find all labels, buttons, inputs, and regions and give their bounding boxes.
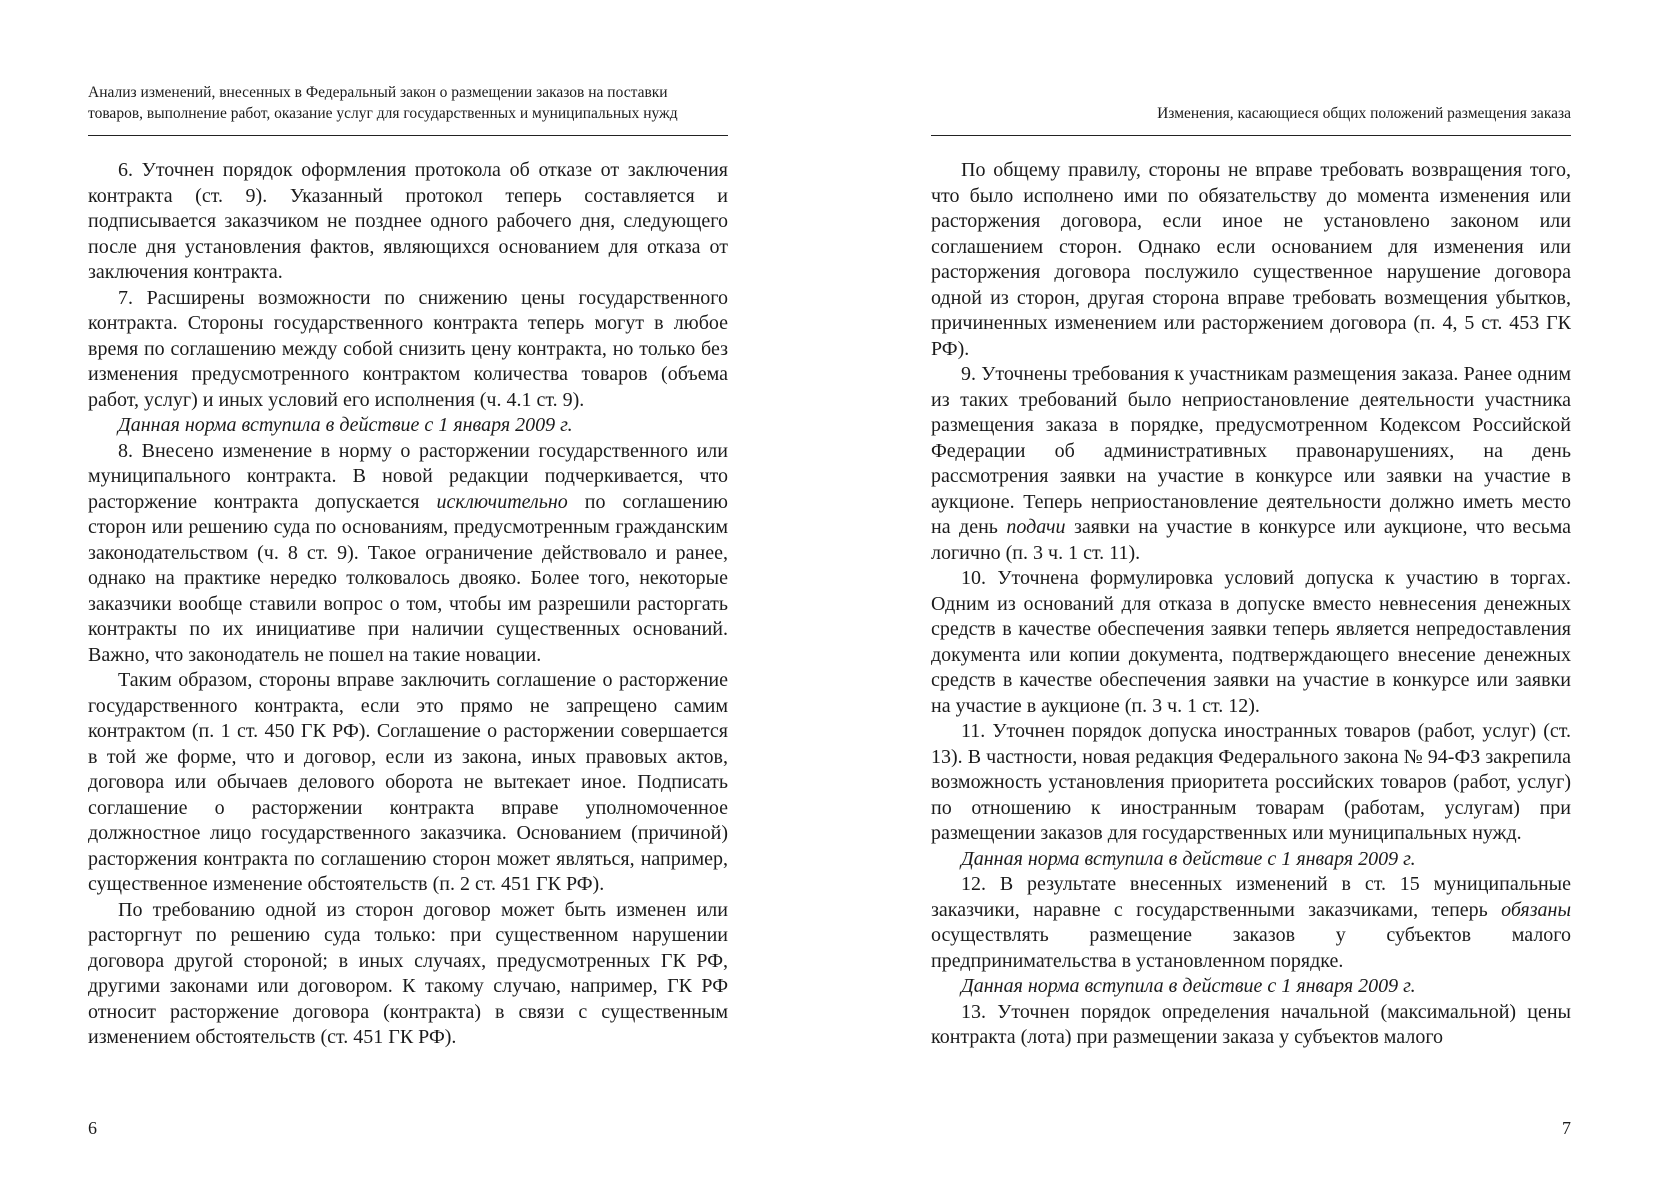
left-page xyxy=(88,0,728,1199)
paragraph: По требованию одной из сторон договор может быть изменен или расторгнут по решению суда только: при существенном нарушении договора другой стороной; в иных случаях, предусмотренных ГК РФ, другими законами или договором. К такому случаю, например, ГК РФ относит расторжение договора (контракта) в связи с существенным изменением обстоятельств (ст. 451 ГК РФ). xyxy=(88,898,728,1048)
effective-date-note: Данная норма вступила в действие с 1 января 2009 г. xyxy=(961,847,1416,870)
running-head-line: товаров, выполнение работ, оказание услуг для государственных и муниципальных нужд xyxy=(88,105,678,122)
page-number: 7 xyxy=(1562,1118,1571,1138)
emphasis: подачи xyxy=(1006,516,1066,538)
paragraph xyxy=(931,362,1571,566)
running-head: Изменения, касающиеся общих положений размещения заказа xyxy=(1157,105,1571,122)
text-run: 9. Уточнены требования к участникам размещения заказа. Ранее одним из таких требований было неприостановление деятельности участника размещения заказа в порядке, предусмотренном Кодексом Российской Федерации об административных правонарушениях, на день рассмотрения заявки на участие в конкурсе или заявки на участие в аукционе. Теперь неприостановление деятельности должно иметь место на день xyxy=(931,363,1571,538)
effective-date-note: Данная норма вступила в действие с 1 января 2009 г. xyxy=(961,975,1416,997)
text-run: заявки на участие в конкурсе или аукционе, что весьма логично (п. 3 ч. 1 ст. 11). xyxy=(931,516,1571,564)
paragraph: По общему правилу, стороны не вправе требовать возвращения того, что было исполнено ими по обязательству до момента изменения или расторжения договора, если иное не установлено законом или соглашением сторон. Однако если основанием для изменения или расторжения договора послужило существенное нарушение договора одной из сторон, другая сторона вправе требовать возмещения убытков, причиненных изменением или расторжением договора (п. 4, 5 ст. 453 ГК РФ). xyxy=(931,159,1571,360)
text-run: осуществлять размещение заказов у субъектов малого предпринимательства в установленном порядке. xyxy=(931,924,1571,972)
page-number: 6 xyxy=(88,1118,97,1138)
emphasis: обязаны xyxy=(1501,898,1571,921)
body-text xyxy=(88,158,728,1051)
paragraph: 6. Уточнен порядок оформления протокола об отказе от заключения контракта (ст. 9). Указанный протокол теперь составляется и подписывается заказчиком не позднее одного рабочего дня, следующего после дня установления фактов, являющихся основанием для отказа от заключения контракта. xyxy=(88,159,728,283)
text-run: по соглашению сторон или решению суда по основаниям, предусмотренным гражданским законодательством (ч. 8 ст. 9). Такое ограничение действовало и ранее, однако на практике нередко толковалось двояко. Более того, некоторые заказчики вообще ставили вопрос о том, чтобы им разрешили расторгать контракты по их инициативе при наличии существенных оснований. Важно, что законодатель не пошел на такие новации. xyxy=(88,490,728,666)
paragraph xyxy=(88,439,728,669)
text-run: 8. Внесено изменение в норму о расторжении государственного или муниципального контракта. В новой редакции подчеркивается, что расторжение контракта допускается xyxy=(88,439,728,513)
effective-date-note: Данная норма вступила в действие с 1 января 2009 г. xyxy=(118,414,573,436)
header-rule xyxy=(931,135,1571,136)
emphasis: исключительно xyxy=(436,490,568,513)
right-page xyxy=(931,0,1571,1199)
paragraph xyxy=(931,872,1571,974)
paragraph: 10. Уточнена формулировка условий допуска к участию в торгах. Одним из оснований для отказа в допуске вместо невнесения денежных средств в качестве обеспечения заявки теперь является непредоставления документа или копии документа, подтверждающего внесение денежных средств в качестве обеспечения заявки на участие в конкурсе или заявки на участие в аукционе (п. 3 ч. 1 ст. 12). xyxy=(931,567,1571,717)
paragraph: 13. Уточнен порядок определения начальной (максимальной) цены контракта (лота) при размещении заказа у субъектов малого xyxy=(931,1000,1571,1048)
paragraph: 11. Уточнен порядок допуска иностранных товаров (работ, услуг) (ст. 13). В частности, новая редакция Федерального закона № 94-ФЗ закрепила возможность установления приоритета российских товаров (работ, услуг) по отношению к иностранным товарам (работам, услугам) при размещении заказов для государственных или муниципальных нужд. xyxy=(931,720,1571,844)
running-head-line: Анализ изменений, внесенных в Федеральный закон о размещении заказов на поставки xyxy=(88,84,668,101)
paragraph: 7. Расширены возможности по снижению цены государственного контракта. Стороны государственного контракта теперь могут в любое время по соглашению между собой снизить цену контракта, но только без изменения предусмотренного контрактом количества товаров (объема работ, услуг) и иных условий его исполнения (ч. 4.1 ст. 9). xyxy=(88,286,728,411)
body-text xyxy=(931,158,1571,1051)
header-rule xyxy=(88,135,728,136)
paragraph: Таким образом, стороны вправе заключить соглашение о расторжение государственного контракта, если это прямо не запрещено самим контрактом (п. 1 ст. 450 ГК РФ). Соглашение о расторжении совершается в той же форме, что и договор, если из закона, иных правовых актов, договора или обычаев делового оборота не вытекает иное. Подписать соглашение о расторжении контракта вправе уполномоченное должностное лицо государственного заказчика. Основанием (причиной) расторжения контракта по соглашению сторон может являться, например, существенное изменение обстоятельств (п. 2 ст. 451 ГК РФ). xyxy=(88,669,728,895)
running-head xyxy=(88,82,728,122)
text-run: 12. В результате внесенных изменений в ст. 15 муниципальные заказчики, наравне с государственными заказчиками, теперь xyxy=(931,873,1571,921)
